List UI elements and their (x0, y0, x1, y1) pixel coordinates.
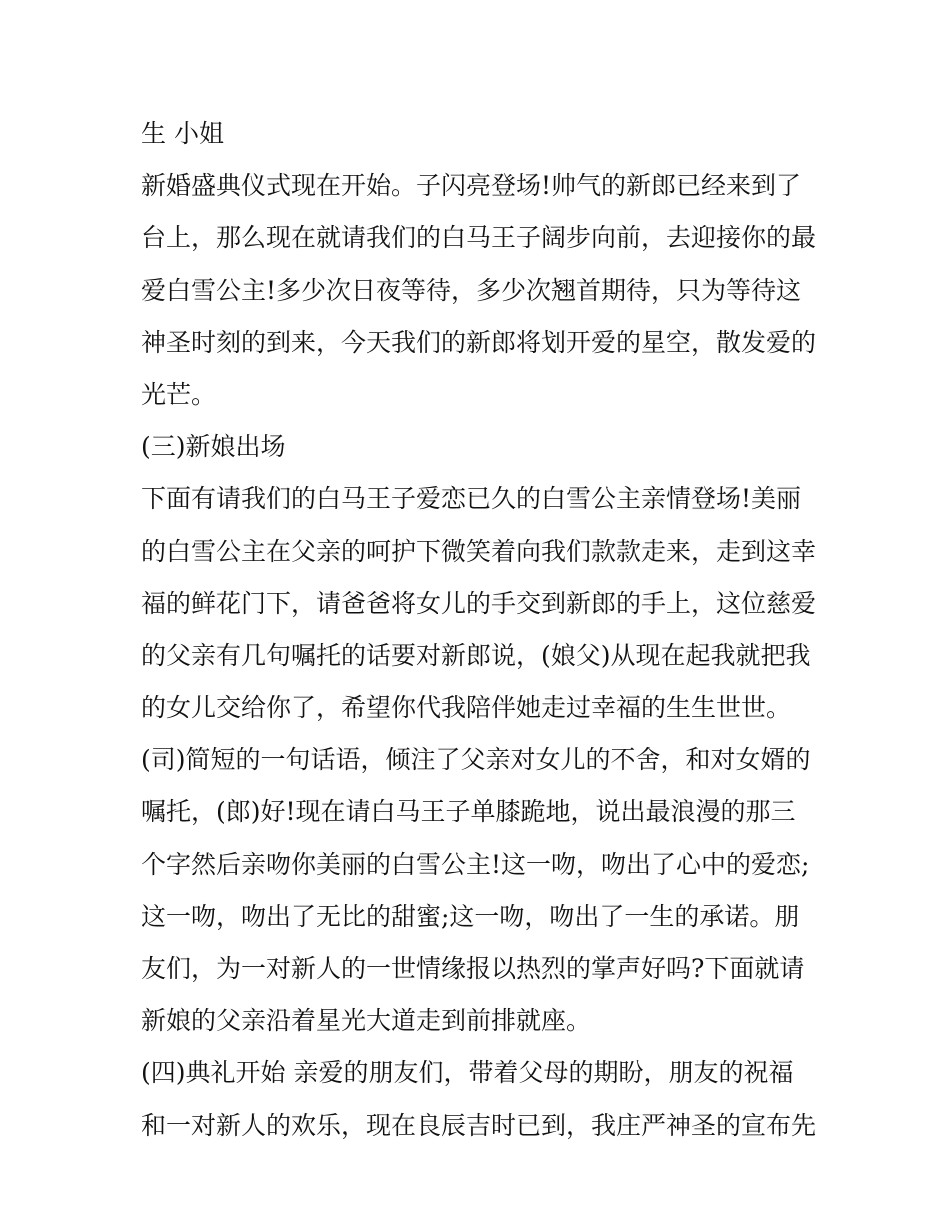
text-line-20: 和一对新人的欢乐，现在良辰吉时已到，我庄严神圣的宣布先 (141, 1110, 817, 1140)
text-line-12: 的女儿交给你了，希望你代我陪伴她走过幸福的生生世世。 (141, 693, 792, 723)
section-heading-bride-entrance: (三)新娘出场 (141, 432, 286, 462)
text-line-3: 台上，那么现在就请我们的白马王子阔步向前，去迎接你的最 (141, 223, 817, 253)
text-line-14: 嘱托，(郎)好!现在请白马王子单膝跪地，说出最浪漫的那三 (141, 797, 796, 827)
text-line-18: 新娘的父亲沿着星光大道走到前排就座。 (141, 1006, 592, 1036)
text-line-13: (司)简短的一句话语，倾注了父亲对女儿的不舍，和对女婿的 (141, 745, 811, 775)
text-line-16: 这一吻，吻出了无比的甜蜜;这一吻，吻出了一生的承诺。朋 (141, 901, 800, 931)
text-line-4: 爱白雪公主!多少次日夜等待，多少次翘首期待，只为等待这 (141, 275, 802, 305)
text-line-10: 福的鲜花门下，请爸爸将女儿的手交到新郎的手上，这位慈爱 (141, 588, 817, 618)
text-line-11: 的父亲有几句嘱托的话要对新郎说，(娘父)从现在起我就把我 (141, 640, 811, 670)
text-line-1: 生 小姐 (141, 119, 224, 148)
text-line-15: 个字然后亲吻你美丽的白雪公主!这一吻，吻出了心中的爱恋; (141, 849, 810, 879)
text-line-9: 的白雪公主在父亲的呵护下微笑着向我们款款走来，走到这幸 (141, 536, 817, 566)
document-text (141, 108, 831, 1152)
text-line-6: 光芒。 (141, 379, 217, 409)
text-line-17: 友们，为一对新人的一世情缘报以热烈的掌声好吗?下面就请 (141, 954, 805, 983)
text-line-2: 新婚盛典仪式现在开始。子闪亮登场!帅气的新郎已经来到了 (141, 171, 802, 201)
text-line-8: 下面有请我们的白马王子爱恋已久的白雪公主亲情登场!美丽 (141, 484, 802, 514)
text-line-5: 神圣时刻的到来，今天我们的新郎将划开爱的星空，散发爱的 (141, 327, 817, 357)
section-heading-ceremony-begins: (四)典礼开始 亲爱的朋友们，带着父母的期盼，朋友的祝福 (141, 1058, 794, 1088)
